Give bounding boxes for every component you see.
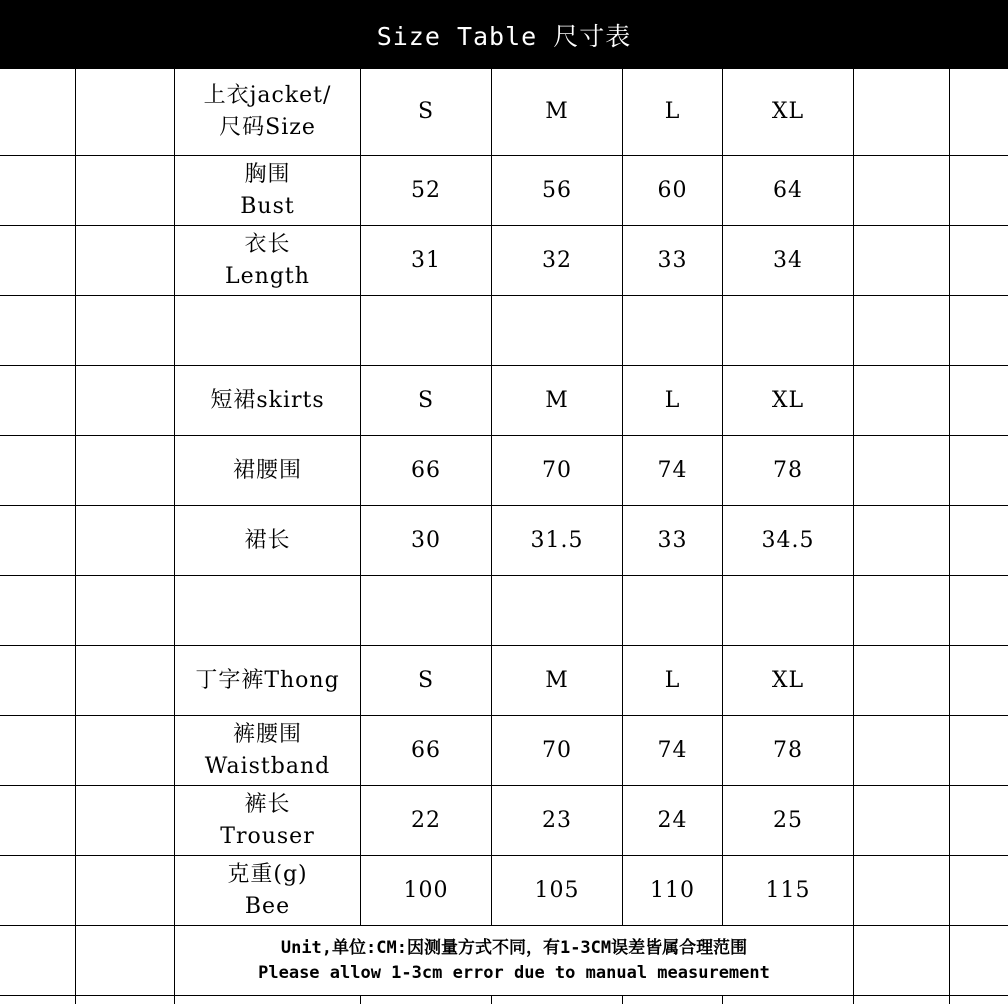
value-cell: 34.5 [761,527,815,553]
value-cell: 52 [411,177,441,203]
size-cell: L [664,99,681,124]
weight-label [175,856,360,925]
grid-vline [853,69,854,1004]
value-cell: 34 [773,247,803,273]
value-cell: 74 [657,737,688,763]
bust-label [175,156,360,225]
length-label-en: Length [225,263,310,289]
grid-vline [722,995,723,1004]
value-cell: 32 [542,247,572,273]
value-cell: 33 [657,527,688,553]
value-cell: 74 [657,457,688,483]
weight-label-zh: 克重(g) [227,861,308,887]
size-table-title: Size Table 尺寸表 [0,0,1008,69]
trouser-label [175,786,360,855]
value-cell: 66 [411,457,441,483]
grid-vline [360,995,361,1004]
size-cell: L [664,667,681,693]
size-cell: XL [771,667,805,693]
size-cell: S [417,387,435,413]
skirts-header-label: 短裙skirts [210,387,325,413]
grid-hline [0,575,1008,576]
value-cell: 66 [411,737,441,763]
size-table-grid [0,69,1008,1004]
value-cell: 115 [765,877,811,903]
thong-header-label: 丁字裤Thong [195,667,340,693]
value-cell: 56 [542,177,572,203]
waistband-label-zh: 裤腰围 [232,721,302,747]
grid-vline [949,69,950,1004]
value-cell: 31 [411,247,441,273]
jacket-header-line2: 尺码Size [219,115,316,140]
size-cell: L [664,387,681,413]
value-cell: 33 [657,247,688,273]
value-cell: 78 [773,737,803,763]
value-cell: 105 [534,877,580,903]
value-cell: 70 [542,457,572,483]
size-cell: M [545,387,569,413]
size-cell: M [545,99,569,124]
value-cell: 25 [773,807,803,833]
trouser-label-zh: 裤长 [244,791,291,817]
skirt-length-label: 裙长 [244,527,291,553]
jacket-header-line1: 上衣jacket/ [203,83,332,108]
value-cell: 100 [403,877,449,903]
value-cell: 22 [411,807,441,833]
waistband-label-en: Waistband [204,753,331,779]
jacket-header-label [175,69,360,155]
size-cell: M [545,667,569,693]
bust-label-en: Bust [240,193,295,219]
bust-label-zh: 胸围 [244,161,291,187]
waistband-label [175,716,360,785]
measurement-note-line1: Unit,单位:CM:因测量方式不同，有1-3CM误差皆属合理范围 [280,937,748,958]
size-cell: S [417,667,435,693]
grid-hline [0,295,1008,296]
trouser-label-en: Trouser [220,823,315,849]
grid-vline [622,995,623,1004]
size-cell: XL [771,99,805,124]
value-cell: 64 [773,177,803,203]
value-cell: 110 [650,877,695,903]
size-cell: XL [771,387,805,413]
length-label [175,226,360,295]
length-label-zh: 衣长 [244,231,291,257]
value-cell: 31.5 [530,527,584,553]
grid-vline [75,69,76,1004]
grid-hline [0,995,1008,996]
value-cell: 24 [657,807,688,833]
value-cell: 70 [542,737,572,763]
value-cell: 78 [773,457,803,483]
size-cell: S [417,99,435,124]
measurement-note-line2: Please allow 1-3cm error due to manual measurement [258,962,770,983]
measurement-note [175,926,853,995]
value-cell: 30 [411,527,441,553]
skirt-waist-label: 裙腰围 [232,457,302,483]
value-cell: 23 [542,807,572,833]
weight-label-en: Bee [244,893,291,919]
value-cell: 60 [657,177,688,203]
grid-vline [491,995,492,1004]
